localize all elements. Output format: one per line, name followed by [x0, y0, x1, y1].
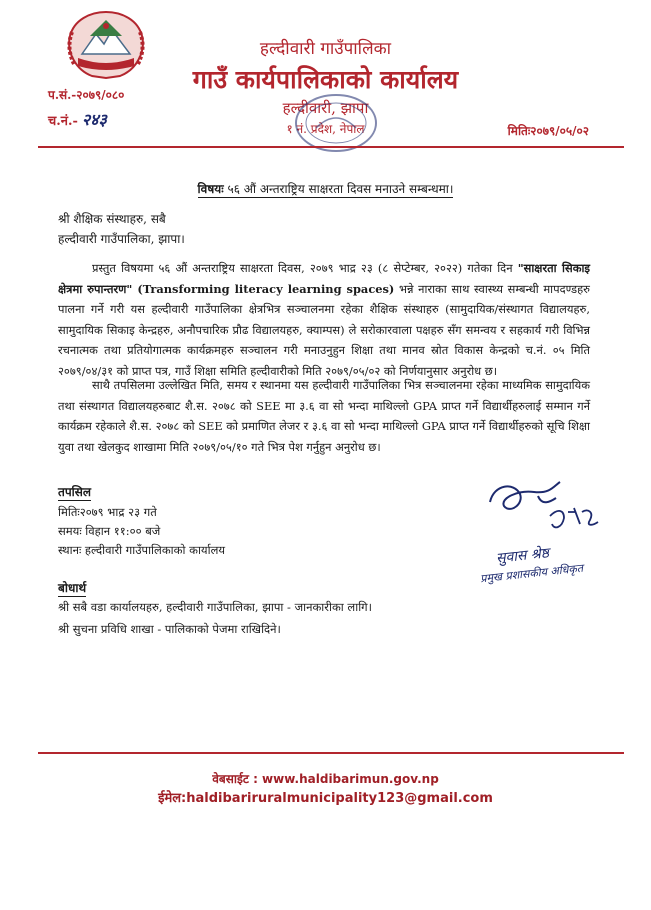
- subject-label: विषयः: [197, 182, 224, 196]
- footer-divider: [38, 752, 624, 754]
- cc-line-2: श्री सुचना प्रविधि शाखा - पालिकाको पेजमा राखिदिने।: [58, 622, 281, 636]
- email-label: ईमेल:: [158, 791, 187, 806]
- header-divider: [38, 146, 624, 148]
- cc-line-1: श्री सबै वडा कार्यालयहरु, हल्दीवारी गाउँपालिका, झापा - जानकारीका लागि।: [58, 600, 373, 614]
- signatory-name: सुवास श्रेष्ठ: [495, 545, 550, 567]
- reference-number: प.सं.-२०७९/०८०: [48, 88, 125, 102]
- subject-line: [0, 180, 651, 197]
- body-paragraph-1: [58, 258, 590, 381]
- office-name: गाउँ कार्यपालिकाको कार्यालय: [192, 65, 459, 94]
- handwritten-signature-icon: [480, 472, 610, 544]
- event-time: समयः विहान ११:०० बजे: [58, 524, 161, 538]
- tapasil-heading: तपसिल: [58, 485, 92, 499]
- event-date: मितिः२०७९ भाद्र २३ गते: [58, 505, 157, 519]
- footer-website: [0, 770, 651, 787]
- office-location: हल्दीवारी, झापा: [282, 99, 369, 117]
- event-venue: स्थानः हल्दीवारी गाउँपालिकाको कार्यालय: [58, 543, 226, 557]
- campaign-slogan: "साक्षरता सिकाइ क्षेत्रमा रुपान्तरण" (Transforming literacy learning spaces): [58, 261, 590, 296]
- website-link[interactable]: www.haldibarimun.gov.np: [262, 772, 439, 786]
- body-paragraph-2: साथै तपसिलमा उल्लेखित मिति, समय र स्थानमा यस हल्दीवारी गाउँपालिका भित्र सञ्चालनमा रहेका माध्यमिक सामुदायिक तथा संस्थागत विद्यालयहरुबाट शै.स. २०७८ को SEE मा ३.६ वा सो भन्दा माथिल्लो GPA प्राप्त गर्ने विद्यार्थीहरुलाई सम्मान गर्ने कार्यक्रम रहेकाले शै.स. २०७८ को SEE को प्रमाणित लेजर र ३.६ वा सो भन्दा माथिल्लो GPA प्राप्त गर्ने विद्यार्थीहरुको सूचि शिक्षा युवा तथा खेलकुद शाखामा मिति २०७९/०५/१० गते भित्र पेश गर्नुहुन अनुरोध छ।: [58, 378, 590, 454]
- addressee-line-1: श्री शैक्षिक संस्थाहरु, सबै: [58, 212, 166, 226]
- province-name: १ नं. प्रदेश, नेपाल: [286, 122, 365, 136]
- body-paragraph-1-start: प्रस्तुत विषयमा ५६ औं अन्तराष्ट्रिय साक्षरता दिवस, २०७९ भाद्र २३ (८ सेप्टेम्बर, २०२२) गतेका दिन: [92, 261, 518, 275]
- subject-text: ५६ औं अन्तराष्ट्रिय साक्षरता दिवस मनाउने सम्बन्धमा।: [227, 182, 454, 196]
- dispatch-number-label: च.नं.-: [48, 114, 78, 129]
- body-paragraph-1-rest: भन्ने नाराका साथ स्वास्थ्य सम्बन्धी मापदण्डहरु पालना गर्ने गरी यस हल्दीवारी गाउँपालिका क्षेत्रभित्र सञ्चालनमा रहेका शैक्षिक संस्थाहरु (सामुदायिक/संस्थागत विद्यालयहरु, सामुदायिक सिकाइ केन्द्रहरु, अनौपचारिक प्रौढ विद्यालयहरु, क्याम्पस) ले सरोकारवाला पक्षहरु सँग समन्वय र सहकार्य गरी विभिन्न रचनात्मक तथा प्रतियोगात्मक कार्यक्रमहरु सञ्चालन गरी मनाउनुहुन शिक्षा तथा मानव स्रोत विकास केन्द्रको च.नं. ०५ मिति २०७९/०४/३१ को प्राप्त पत्र, गाउँ शिक्षा समिति हल्दीवारीको मिति २०७९/०५/०२ को निर्णयानुसार अनुरोध छ।: [58, 281, 590, 378]
- municipality-name: हल्दीवारी गाउँपालिका: [259, 39, 392, 59]
- signatory-title: प्रमुख प्रशासकीय अधिकृत: [479, 561, 584, 586]
- dispatch-number-value: २४३: [81, 110, 107, 129]
- bodhartha-heading: बोधार्थ: [58, 581, 87, 595]
- email-link[interactable]: haldibariruralmunicipality123@gmail.com: [186, 791, 493, 806]
- website-label: वेबसाईट :: [212, 772, 263, 786]
- letter-date: मितिः२०७९/०५/०२: [507, 124, 589, 138]
- addressee-line-2: हल्दीवारी गाउँपालिका, झापा।: [58, 232, 185, 246]
- footer-email: [0, 788, 651, 806]
